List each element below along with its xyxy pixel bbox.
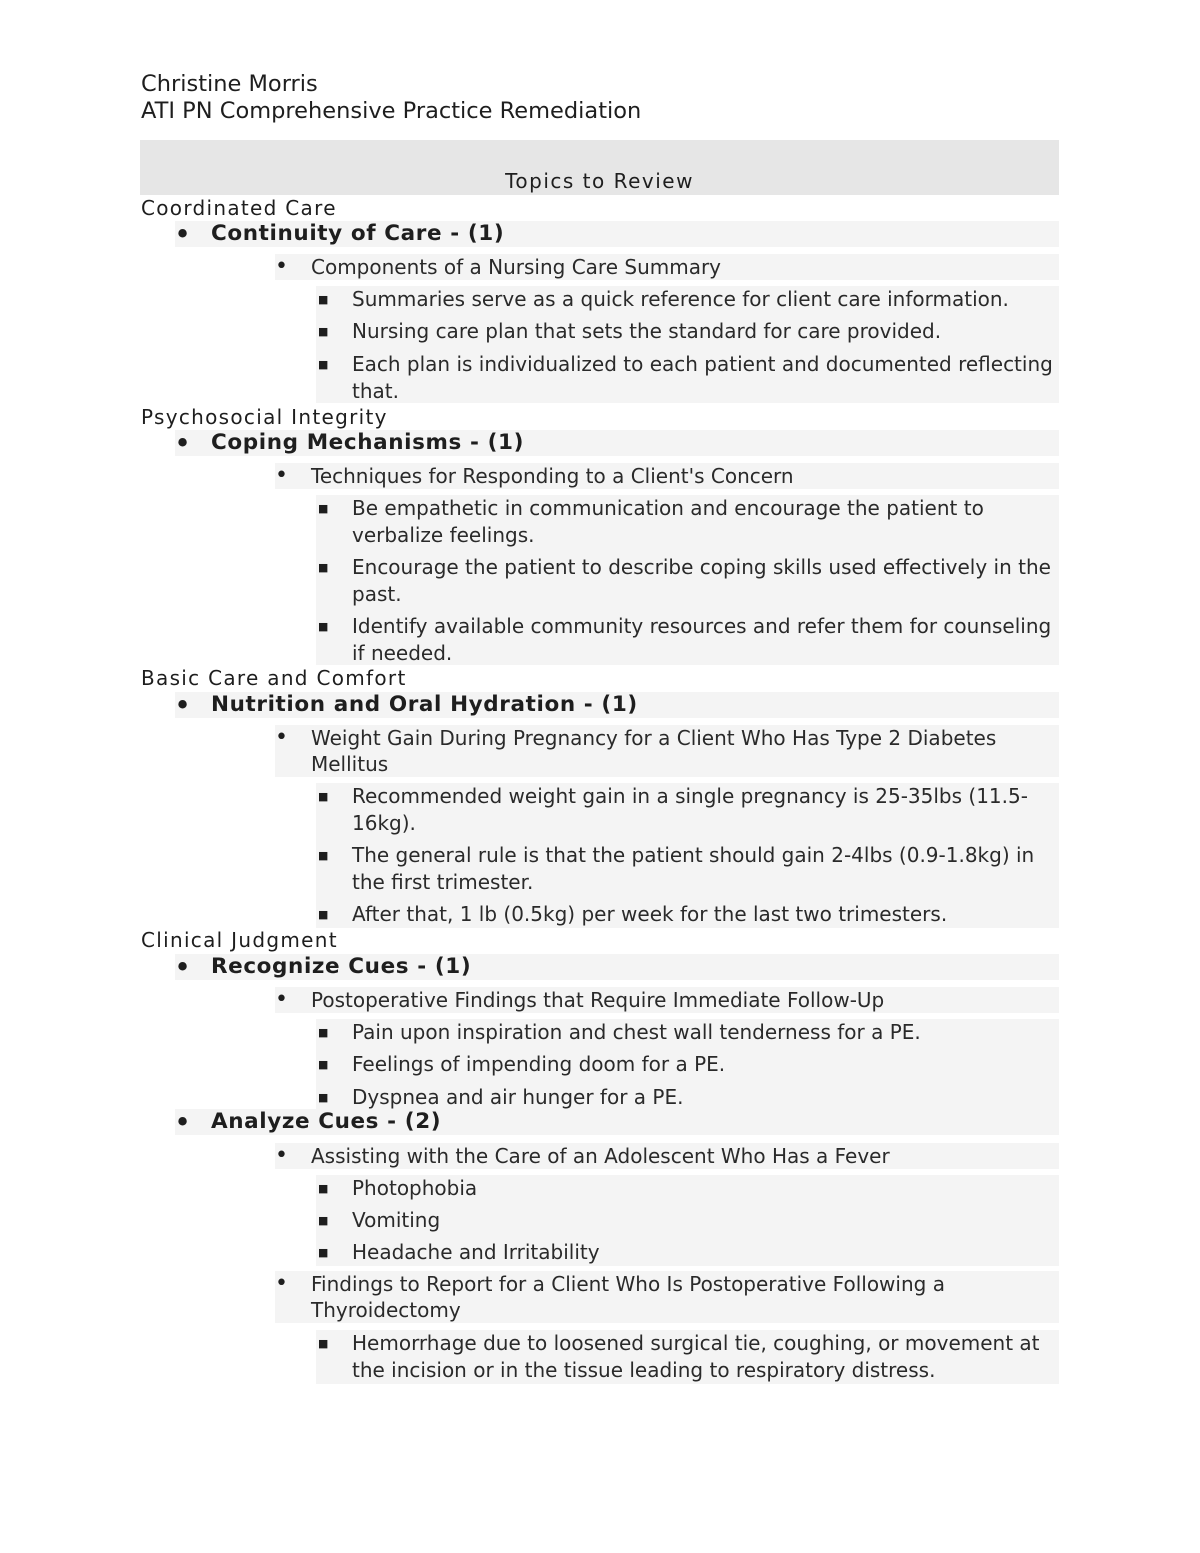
subtopic: Assisting with the Care of an Adolescent Who Has a Fever	[311, 1144, 890, 1168]
list-item: Hemorrhage due to loosened surgical tie, coughing, or movement at the incision or in the tissue leading to respiratory distress.	[352, 1331, 1040, 1382]
subtopic: Findings to Report for a Client Who Is Postoperative Following a Thyroidectomy	[311, 1272, 945, 1322]
subtopic: Components of a Nursing Care Summary	[311, 255, 722, 279]
bullet-icon: •	[275, 463, 288, 488]
list-item: Encourage the patient to describe coping skills used effectively in the past.	[352, 555, 1051, 606]
bullet-icon: •	[174, 426, 192, 460]
topic-heading: Nutrition and Oral Hydration - (1)	[211, 692, 638, 717]
bullet-icon: •	[275, 1143, 288, 1168]
square-bullet-icon: ■	[318, 1091, 329, 1104]
student-name: Christine Morris	[141, 71, 318, 97]
square-bullet-icon: ■	[318, 908, 329, 921]
list-item: Headache and Irritability	[352, 1240, 600, 1264]
square-bullet-icon: ■	[318, 561, 329, 574]
square-bullet-icon: ■	[318, 1337, 329, 1350]
square-bullet-icon: ■	[318, 1058, 329, 1071]
list-item: Identify available community resources and refer them for counseling if needed.	[352, 614, 1052, 665]
list-item: After that, 1 lb (0.5kg) per week for the last two trimesters.	[352, 902, 948, 926]
list-item: Be empathetic in communication and encourage the patient to verbalize feelings.	[352, 496, 984, 547]
square-bullet-icon: ■	[318, 358, 329, 371]
bullet-icon: •	[174, 217, 192, 251]
list-item: The general rule is that the patient should gain 2-4lbs (0.9-1.8kg) in the first trimester.	[352, 843, 1035, 894]
square-bullet-icon: ■	[318, 1214, 329, 1227]
list-item: Dyspnea and air hunger for a PE.	[352, 1085, 684, 1109]
square-bullet-icon: ■	[318, 1246, 329, 1259]
bullet-icon: •	[275, 987, 288, 1012]
bullet-icon: •	[275, 1271, 288, 1296]
square-bullet-icon: ■	[318, 1026, 329, 1039]
topic-heading: Coping Mechanisms - (1)	[211, 430, 525, 455]
list-item: Pain upon inspiration and chest wall tenderness for a PE.	[352, 1020, 921, 1044]
topic-heading: Continuity of Care - (1)	[211, 221, 505, 246]
square-bullet-icon: ■	[318, 325, 329, 338]
bullet-icon: •	[275, 254, 288, 279]
list-item: Each plan is individualized to each patient and documented reflecting that.	[352, 352, 1053, 403]
section-heading: Coordinated Care	[141, 196, 337, 220]
section-heading: Basic Care and Comfort	[141, 666, 407, 690]
square-bullet-icon: ■	[318, 502, 329, 515]
list-item: Summaries serve as a quick reference for client care information.	[352, 287, 1009, 311]
subtopic: Weight Gain During Pregnancy for a Client Who Has Type 2 Diabetes Mellitus	[311, 726, 997, 776]
bullet-icon: •	[174, 1105, 192, 1139]
square-bullet-icon: ■	[318, 849, 329, 862]
square-bullet-icon: ■	[318, 790, 329, 803]
list-item: Recommended weight gain in a single pregnancy is 25-35lbs (11.5-16kg).	[352, 784, 1028, 835]
topic-heading: Recognize Cues - (1)	[211, 954, 472, 979]
list-item: Photophobia	[352, 1176, 478, 1200]
square-bullet-icon: ■	[318, 1182, 329, 1195]
bullet-icon: •	[174, 950, 192, 984]
subtopic: Techniques for Responding to a Client's Concern	[311, 464, 794, 488]
list-item: Vomiting	[352, 1208, 441, 1232]
bullet-icon: •	[174, 688, 192, 722]
section-heading: Psychosocial Integrity	[141, 405, 388, 429]
subtopic: Postoperative Findings that Require Immediate Follow-Up	[311, 988, 885, 1012]
topic-heading: Analyze Cues - (2)	[211, 1109, 442, 1134]
list-item: Nursing care plan that sets the standard for care provided.	[352, 319, 942, 343]
topics-banner	[140, 140, 1059, 195]
list-item: Feelings of impending doom for a PE.	[352, 1052, 726, 1076]
document-title: ATI PN Comprehensive Practice Remediation	[141, 98, 642, 124]
bullet-icon: •	[275, 725, 288, 750]
square-bullet-icon: ■	[318, 293, 329, 306]
square-bullet-icon: ■	[318, 620, 329, 633]
section-heading: Clinical Judgment	[141, 928, 338, 952]
banner-label: Topics to Review	[505, 169, 694, 193]
